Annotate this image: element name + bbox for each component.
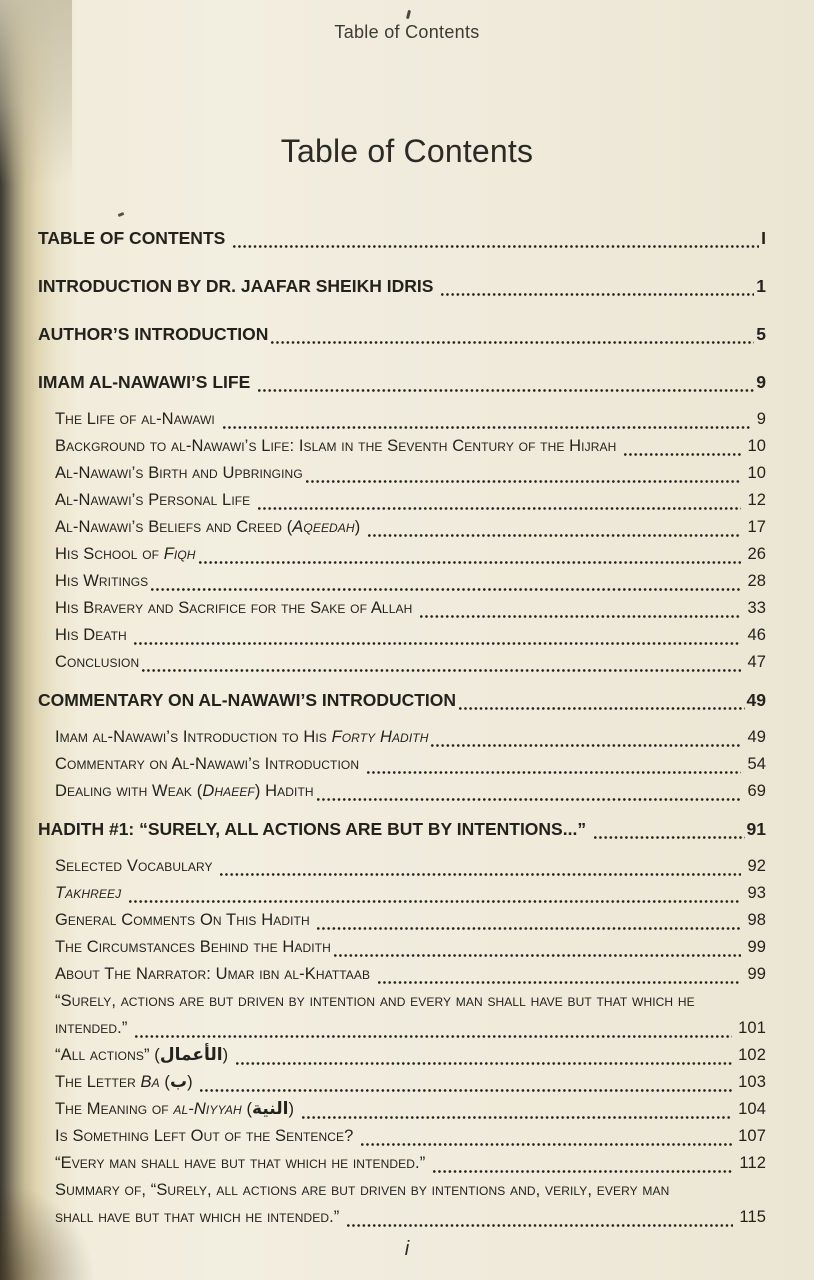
- dot-leader: [317, 927, 741, 930]
- label-part: Selected Vocabulary: [55, 857, 218, 875]
- toc-entry: [38, 751, 766, 778]
- page-number: 33: [747, 599, 766, 617]
- dot-leader: [594, 836, 745, 839]
- page-number: 98: [747, 911, 766, 929]
- label-part: Conclusion: [55, 653, 140, 671]
- label-part: The Life of al-Nawawi: [55, 410, 220, 428]
- toc-entry: [38, 1123, 766, 1150]
- label-part-arabic: ب: [170, 1072, 188, 1092]
- toc-entry-label: [55, 514, 365, 541]
- label-part: “Every man shall have but that which he intended.”: [55, 1154, 430, 1172]
- label-part: “Surely, actions are but driven by intention and every man shall have but that which he: [55, 992, 695, 1010]
- label-part: Imam al-Nawawi’s Introduction to His: [55, 728, 332, 746]
- toc-entry-label: [55, 1150, 430, 1177]
- label-part: “All actions” (: [55, 1046, 160, 1064]
- label-part: General Comments On This Hadith: [55, 911, 315, 929]
- toc-entry-label: [55, 1204, 344, 1231]
- dot-leader: [134, 642, 741, 645]
- toc-entry-label: [55, 1042, 233, 1069]
- dot-leader: [433, 1170, 733, 1173]
- dot-leader: [378, 981, 742, 984]
- toc-entry-label: [55, 853, 217, 880]
- dot-leader: [258, 507, 741, 510]
- toc-entry: [38, 649, 766, 676]
- label-part: ): [288, 1100, 299, 1118]
- label-part: Al-Nawawi’s Personal Life: [55, 491, 255, 509]
- label-part: Commentary on Al-Nawawi’s Introduction: [55, 755, 364, 773]
- label-part-arabic: النية: [252, 1099, 289, 1119]
- toc-entry-label: [38, 686, 456, 714]
- dot-leader: [199, 561, 742, 564]
- dot-leader: [334, 954, 742, 957]
- page-number: 115: [739, 1208, 766, 1226]
- page-number: 9: [756, 410, 766, 428]
- page-number: 26: [747, 545, 766, 563]
- label-part: ): [187, 1073, 198, 1091]
- label-part: His Death: [55, 626, 132, 644]
- dot-leader: [368, 534, 741, 537]
- toc-entry-label: [55, 649, 139, 676]
- toc-entry: [38, 1177, 766, 1204]
- toc-list: [38, 214, 766, 1231]
- dot-leader: [236, 1062, 732, 1065]
- toc-entry-label: [55, 907, 314, 934]
- label-part: intended.”: [55, 1019, 133, 1037]
- dot-leader: [302, 1116, 732, 1119]
- toc-entry-label: [38, 224, 230, 252]
- toc-entry: [38, 778, 766, 805]
- dot-leader: [317, 798, 742, 801]
- toc-entry: [38, 1150, 766, 1177]
- toc-entry: [38, 595, 766, 622]
- page-number: 49: [746, 690, 766, 710]
- page-number: 103: [738, 1073, 766, 1091]
- toc-entry: [38, 1015, 766, 1042]
- dot-leader: [142, 669, 741, 672]
- page-number: 10: [747, 464, 766, 482]
- toc-entry-label: [38, 815, 591, 843]
- dot-leader: [271, 341, 754, 344]
- toc-entry-label: [55, 778, 314, 805]
- toc-entry: [38, 487, 766, 514]
- label-part-italic: Ba: [140, 1073, 160, 1091]
- toc-entry: [38, 907, 766, 934]
- toc-entry-label: [55, 460, 303, 487]
- page-number: 93: [747, 884, 766, 902]
- page-number: 10: [747, 437, 766, 455]
- dot-leader: [200, 1089, 732, 1092]
- toc-entry: [38, 541, 766, 568]
- toc-entry-label: [55, 880, 126, 907]
- label-part: His Writings: [55, 572, 149, 590]
- page-number: 91: [746, 819, 766, 839]
- label-part: Background to al-Nawawi’s Life: Islam in the Seventh Century of the Hijrah: [55, 437, 622, 455]
- label-part-arabic: الأعمال: [159, 1045, 223, 1065]
- toc-entry-label: [38, 272, 438, 300]
- toc-entry: [38, 934, 766, 961]
- toc-entry: [38, 1069, 766, 1096]
- dot-leader: [223, 426, 751, 429]
- label-part: COMMENTARY ON AL-NAWAWI’S INTRODUCTION: [38, 690, 457, 710]
- page-number: 112: [739, 1154, 766, 1172]
- label-part: HADITH #1: “SURELY, ALL ACTIONS ARE BUT BY INTENTIONS...”: [38, 819, 591, 839]
- label-part: ): [354, 518, 365, 536]
- page-number: 54: [747, 755, 766, 773]
- page-number: I: [761, 228, 766, 248]
- toc-entry: [38, 460, 766, 487]
- toc-entry: [38, 724, 766, 751]
- label-part: AUTHOR’S INTRODUCTION: [38, 324, 269, 344]
- dot-leader: [361, 1143, 732, 1146]
- toc-entry: [38, 1042, 766, 1069]
- toc-entry: [38, 406, 766, 433]
- toc-entry-label: [55, 595, 417, 622]
- dot-leader: [151, 588, 741, 591]
- dot-leader: [367, 771, 742, 774]
- toc-entry-label: [55, 961, 375, 988]
- page-number: 69: [747, 782, 766, 800]
- toc-entry-label: [55, 1015, 132, 1042]
- footer-page-number: i: [404, 1238, 410, 1260]
- label-part-italic: Forty Hadith: [331, 728, 429, 746]
- toc-entry: [38, 568, 766, 595]
- toc-entry-label: [38, 320, 268, 348]
- toc-entry-label: [55, 751, 364, 778]
- dot-leader: [129, 900, 742, 903]
- toc-entry-label: [38, 368, 255, 396]
- page-number: 12: [747, 491, 766, 509]
- toc-entry: [38, 368, 766, 396]
- page-number: 99: [747, 938, 766, 956]
- label-part: IMAM AL-NAWAWI’S LIFE: [38, 372, 256, 392]
- label-part: [121, 884, 126, 902]
- label-part: His School of: [55, 545, 164, 563]
- toc-entry: [38, 686, 766, 714]
- label-part: INTRODUCTION BY DR. JAAFAR SHEIKH IDRIS: [38, 276, 439, 296]
- running-header: Table of Contents: [334, 22, 480, 42]
- toc-entry-label: [55, 1096, 299, 1123]
- toc-entry-label: [55, 1177, 669, 1204]
- page-number: 47: [747, 653, 766, 671]
- page-number: 49: [747, 728, 766, 746]
- dot-leader: [431, 744, 741, 747]
- page-number: 92: [747, 857, 766, 875]
- label-part: The Meaning of: [55, 1100, 174, 1118]
- toc-entry-label: [55, 568, 148, 595]
- toc-entry: [38, 1096, 766, 1123]
- toc-entry-label: [55, 406, 220, 433]
- page-number: 99: [747, 965, 766, 983]
- label-part: Summary of, “Surely, all actions are but driven by intentions and, verily, every man: [55, 1181, 670, 1199]
- page-number: 104: [738, 1100, 766, 1118]
- page-number: 28: [747, 572, 766, 590]
- label-part: TABLE OF CONTENTS: [38, 228, 231, 248]
- toc-entry-label: [55, 934, 331, 961]
- page-number: 9: [756, 372, 766, 392]
- label-part-italic: Dhaeef: [202, 782, 255, 800]
- dot-leader: [624, 453, 741, 456]
- label-part: The Letter: [55, 1073, 141, 1091]
- label-part: (: [159, 1073, 171, 1091]
- dot-leader: [258, 389, 754, 392]
- label-part: ) Hadith: [254, 782, 314, 800]
- label-part-italic: Aqeedah: [292, 518, 355, 536]
- page-number: 5: [756, 324, 766, 344]
- toc-entry: [38, 815, 766, 843]
- label-part: His Bravery and Sacrifice for the Sake of Allah: [55, 599, 418, 617]
- toc-entry: [38, 1204, 766, 1231]
- toc-entry: [38, 514, 766, 541]
- toc-entry: [38, 224, 766, 252]
- toc-entry: [38, 988, 766, 1015]
- label-part-italic: Fiqh: [163, 545, 196, 563]
- toc-entry: [38, 853, 766, 880]
- label-part: shall have but that which he intended.”: [55, 1208, 345, 1226]
- toc-entry: [38, 320, 766, 348]
- dot-leader: [220, 873, 741, 876]
- label-part: The Circumstances Behind the Hadith: [55, 938, 331, 956]
- page-number: 107: [738, 1127, 766, 1145]
- label-part: Al-Nawawi’s Birth and Upbringing: [55, 464, 303, 482]
- dot-leader: [233, 245, 759, 248]
- label-part: (: [241, 1100, 253, 1118]
- page-edge-shadow: [0, 0, 72, 185]
- label-part-italic: al-Niyyah: [173, 1100, 242, 1118]
- toc-entry-label: [55, 1123, 358, 1150]
- label-part: Al-Nawawi’s Beliefs and Creed (: [55, 518, 293, 536]
- page-number: 101: [738, 1019, 766, 1037]
- dot-leader: [135, 1035, 732, 1038]
- toc-entry: [38, 961, 766, 988]
- toc-entry: [38, 880, 766, 907]
- toc-entry-label: [55, 1069, 197, 1096]
- dot-leader: [347, 1224, 733, 1227]
- dot-leader: [459, 707, 744, 710]
- toc-entry: [38, 622, 766, 649]
- label-part-italic: Takhreej: [55, 884, 122, 902]
- page-number: 17: [747, 518, 766, 536]
- toc-entry-label: [55, 433, 621, 460]
- toc-entry: [38, 272, 766, 300]
- page-number: 46: [747, 626, 766, 644]
- label-part: ): [222, 1046, 233, 1064]
- page-number: 102: [738, 1046, 766, 1064]
- dot-leader: [441, 293, 754, 296]
- page-number: 1: [756, 276, 766, 296]
- toc-entry-label: [55, 541, 196, 568]
- toc-entry: [38, 433, 766, 460]
- label-part: About The Narrator: Umar ibn al-Khattaab: [55, 965, 375, 983]
- page-title: Table of Contents: [280, 133, 534, 169]
- toc-entry-label: [55, 622, 131, 649]
- label-part: Dealing with Weak (: [55, 782, 203, 800]
- toc-entry-label: [55, 988, 695, 1015]
- label-part: Is Something Left Out of the Sentence?: [55, 1127, 359, 1145]
- toc-entry-label: [55, 487, 255, 514]
- dot-leader: [306, 480, 742, 483]
- toc-entry-label: [55, 724, 428, 751]
- dot-leader: [420, 615, 741, 618]
